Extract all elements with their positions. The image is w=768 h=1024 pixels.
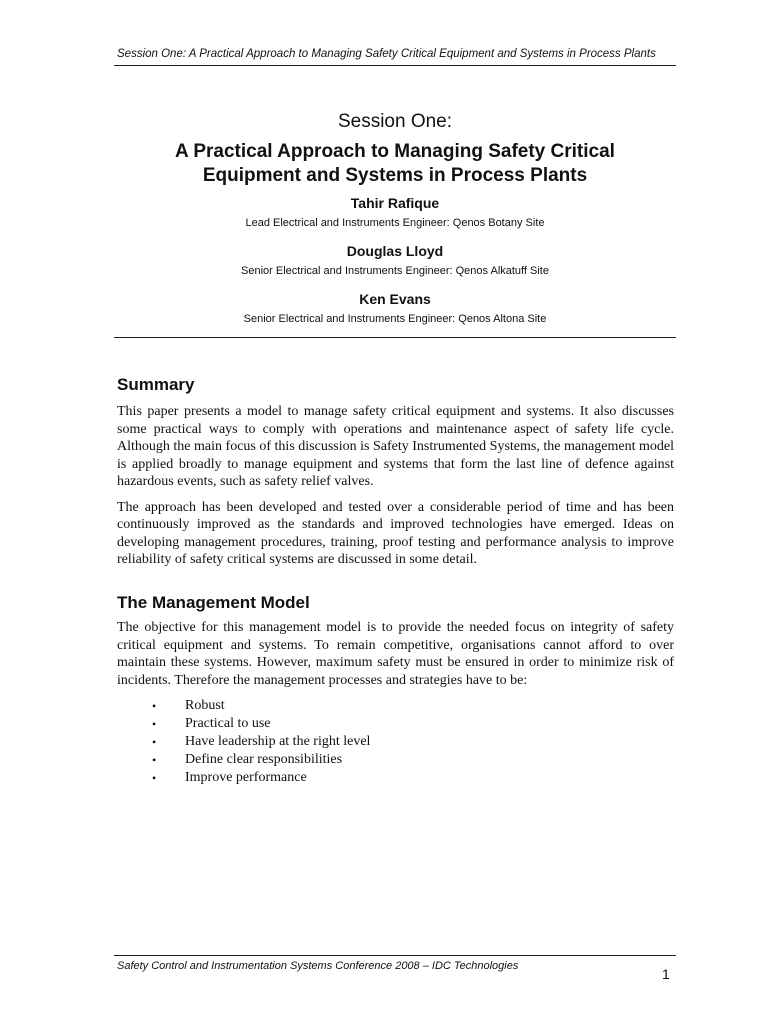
author-role: Lead Electrical and Instruments Engineer: Qenos Botany Site: [245, 217, 545, 229]
author-role: Senior Electrical and Instruments Engineer: Qenos Altona Site: [243, 313, 547, 325]
bullet-icon: •: [152, 735, 157, 749]
bullet-icon: •: [152, 771, 157, 785]
author-name: Tahir Rafique: [350, 195, 440, 211]
summary-body: [117, 403, 674, 577]
list-item-text: Improve performance: [185, 770, 307, 785]
author-name: Ken Evans: [359, 291, 431, 307]
list-item-text: Robust: [185, 698, 225, 713]
footer-rule: [114, 955, 676, 956]
management-model-paragraph: The objective for this management model is to provide the needed focus on integrity of safety critical equipment and systems. To remain competitive, organisations cannot afford to over maintain these systems. However, maximum safety must be ensured in order to minimize risk of incidents. Therefore the management processes and strategies have to be:: [117, 620, 674, 688]
summary-paragraph: This paper presents a model to manage safety critical equipment and systems. It also discusses some practical ways to comply with operations and maintenance aspect of safety life cycle. Although the main focus of this discussion is Safety Instrumented Systems, the management model is applied broadly to manage equipment and systems that form the last line of defence against hazardous events, such as safety relief valves.: [117, 404, 674, 489]
management-model-heading: The Management Model: [117, 593, 310, 612]
summary-heading: Summary: [117, 375, 195, 394]
summary-paragraph: The approach has been developed and tested over a considerable period of time and has been continuously improved as the standards and improved technologies have emerged. Ideas on developing management procedures, training, proof testing and performance analysis to improve reliability of safety critical systems are discussed in some detail.: [117, 499, 674, 567]
bullet-icon: •: [152, 717, 157, 731]
list-item-text: Practical to use: [185, 716, 271, 731]
paper-title: A Practical Approach to Managing Safety Critical Equipment and Systems in Process Plants: [175, 141, 615, 186]
title-block: [114, 110, 676, 338]
list-item-text: Have leadership at the right level: [185, 734, 371, 749]
list-item: [117, 715, 674, 733]
header-rule: [114, 65, 676, 66]
list-item: [117, 751, 674, 769]
list-item: [117, 697, 674, 715]
title-divider: [114, 337, 676, 338]
bullet-icon: •: [152, 699, 157, 713]
page-number: 1: [662, 966, 670, 982]
list-item-text: Define clear responsibilities: [185, 752, 343, 767]
list-item: [117, 733, 674, 751]
author-name: Douglas Lloyd: [346, 243, 444, 259]
management-model-body: [117, 619, 674, 787]
running-footer: Safety Control and Instrumentation Systems Conference 2008 – IDC Technologies: [117, 960, 519, 972]
bullet-icon: •: [152, 753, 157, 767]
session-label: Session One:: [337, 111, 453, 132]
requirements-list: [117, 697, 674, 787]
author-role: Senior Electrical and Instruments Engineer: Qenos Alkatuff Site: [241, 265, 549, 277]
running-header: Session One: A Practical Approach to Managing Safety Critical Equipment and Systems in Process Plants: [117, 48, 656, 60]
list-item: [117, 769, 674, 787]
